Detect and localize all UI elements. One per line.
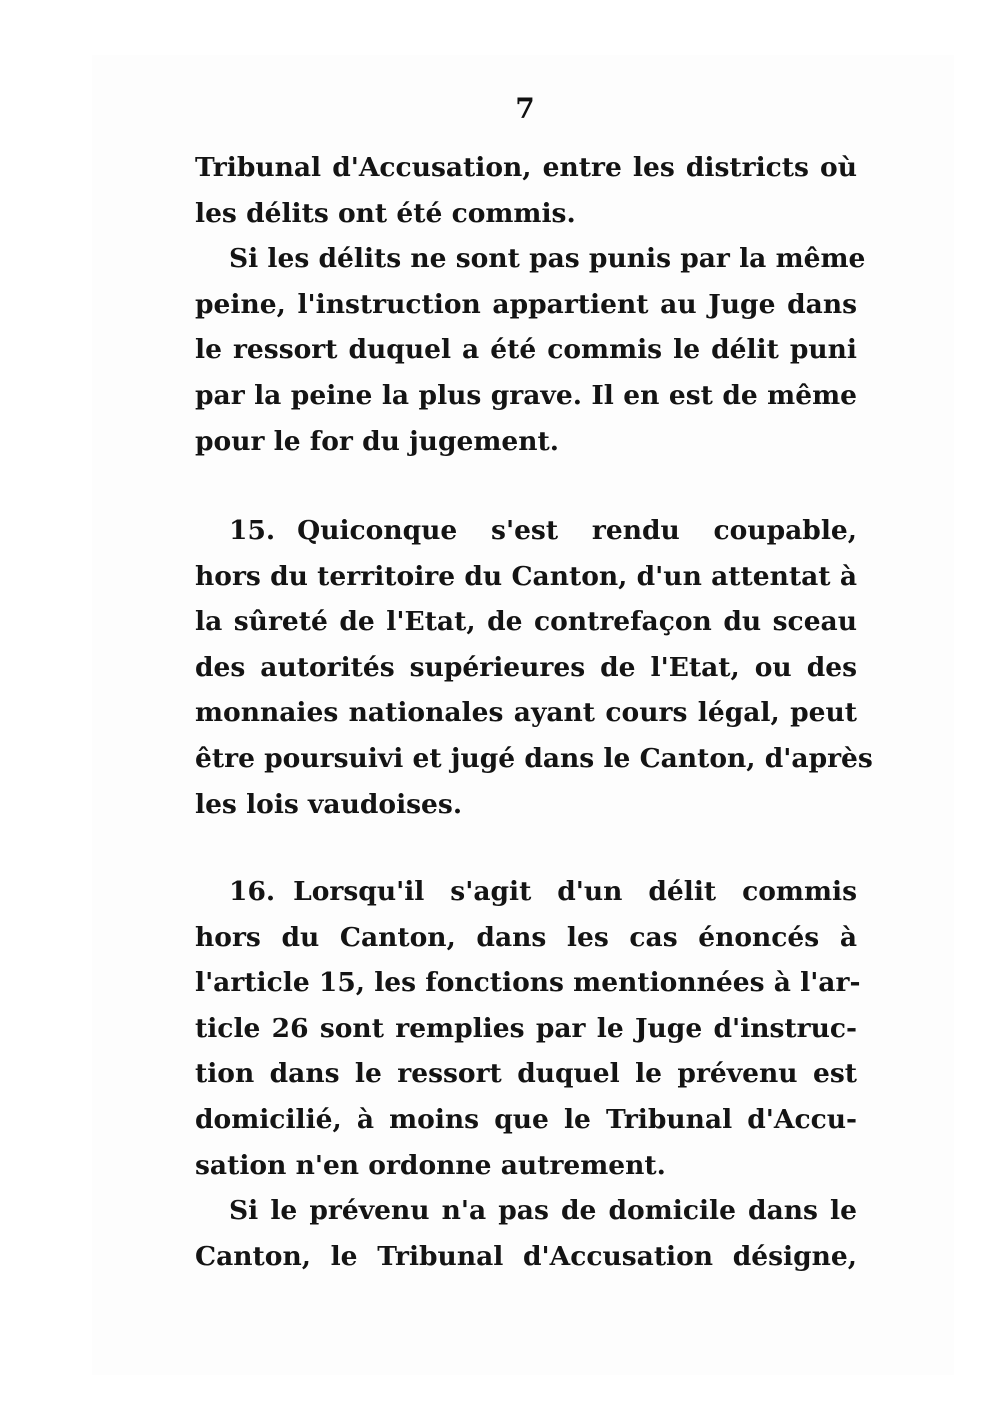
paragraph-same-penalty <box>195 236 866 464</box>
paragraph-article-16 <box>195 869 861 1188</box>
text-line: tion dans le ressort duquel le prévenu est <box>195 1058 857 1090</box>
text-line-first <box>195 869 857 915</box>
paragraph-continuation <box>195 145 857 236</box>
article-number: 15. <box>229 515 276 546</box>
paragraph-no-domicile <box>195 1188 857 1279</box>
text-line: l'article 15, les fonctions mentionnées à l'ar- <box>195 967 861 999</box>
text-line: la sûreté de l'Etat, de contrefaçon du sceau <box>195 606 857 638</box>
text-line: pour le for du jugement. <box>195 425 559 457</box>
text-line: des autorités supérieures de l'Etat, ou des <box>195 651 857 683</box>
text-line: hors du Canton, dans les cas énoncés à <box>195 921 857 953</box>
page-number: 7 <box>515 92 535 125</box>
text-line: le ressort duquel a été commis le délit puni <box>195 334 857 366</box>
article-16 <box>195 869 861 1279</box>
text-line-first <box>195 508 857 554</box>
text-line: les délits ont été commis. <box>195 197 576 229</box>
text-line: être poursuivi et jugé dans le Canton, d'après <box>195 742 873 774</box>
text-line: domicilié, à moins que le Tribunal d'Accu- <box>195 1103 857 1135</box>
article-15 <box>195 508 873 827</box>
text-line: Lorsqu'il s'agit d'un délit commis <box>293 876 857 907</box>
text-line: Si le prévenu n'a pas de domicile dans le <box>229 1195 857 1227</box>
text-line: sation n'en ordonne autrement. <box>195 1149 666 1181</box>
text-line: ticle 26 sont remplies par le Juge d'instruc- <box>195 1012 857 1044</box>
text-line: hors du territoire du Canton, d'un attentat à <box>195 560 857 592</box>
text-line: Tribunal d'Accusation, entre les districts où <box>195 152 857 183</box>
text-line: Quiconque s'est rendu coupable, <box>297 515 857 546</box>
article-number: 16. <box>229 876 276 907</box>
text-line: monnaies nationales ayant cours légal, peut <box>195 697 857 729</box>
text-block-continuation <box>195 145 866 464</box>
text-line: Si les délits ne sont pas punis par la même <box>229 243 866 275</box>
text-line: les lois vaudoises. <box>195 788 463 820</box>
text-line: peine, l'instruction appartient au Juge dans <box>195 288 857 320</box>
paragraph-article-15 <box>195 508 873 827</box>
text-line: Canton, le Tribunal d'Accusation désigne, <box>195 1240 857 1272</box>
text-line: par la peine la plus grave. Il en est de même <box>195 379 857 411</box>
